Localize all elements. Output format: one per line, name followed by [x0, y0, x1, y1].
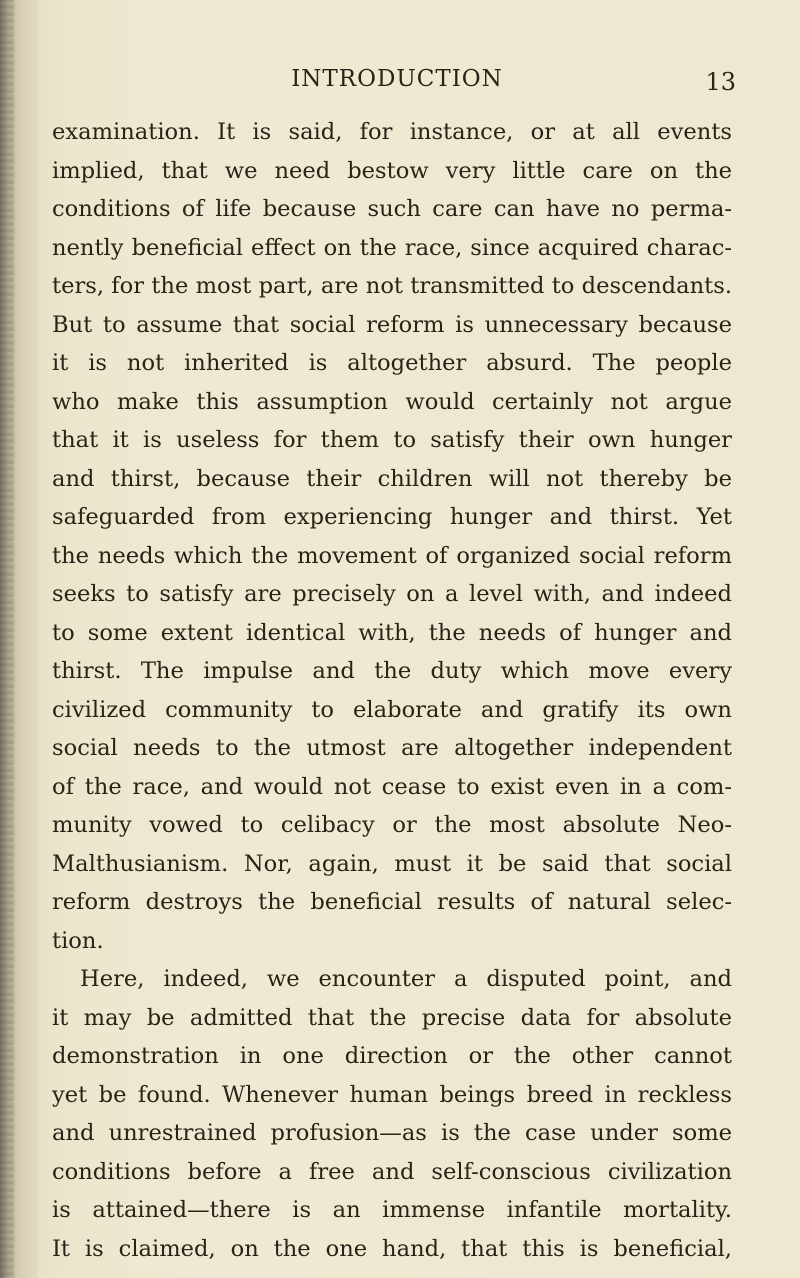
text-line: examination. It is said, for instance, or at all events: [52, 119, 732, 145]
text-line: implied, that we need bestow very little care on the: [52, 157, 732, 184]
text-line: thirst. The impulse and the duty which move every: [52, 658, 732, 684]
text-line: Malthusianism. Nor, again, must it be said that social: [52, 850, 732, 877]
page-header: [52, 60, 742, 100]
body-text: [52, 113, 732, 1268]
text-line: conditions before a free and self-conscious civilization: [52, 1158, 732, 1185]
paragraph-end-line: tion.: [52, 927, 104, 954]
text-line: the needs which the movement of organized social reform: [52, 542, 732, 569]
gutter-shadow: [0, 0, 14, 1278]
text-line: is attained—there is an immense infantile mortality.: [52, 1197, 732, 1223]
text-line: social needs to the utmost are altogether independent: [52, 735, 732, 761]
paragraph-start-line: Here, indeed, we encounter a disputed point, and: [80, 966, 732, 992]
text-line: yet be found. Whenever human beings breed in reckless: [52, 1081, 732, 1108]
text-line: and thirst, because their children will not thereby be: [52, 465, 732, 492]
text-line: demonstration in one direction or the other cannot: [52, 1043, 732, 1069]
text-line: civilized community to elaborate and gratify its own: [52, 696, 732, 723]
text-line: conditions of life because such care can have no perma-: [52, 196, 732, 222]
text-line: safeguarded from experiencing hunger and thirst. Yet: [52, 504, 732, 530]
text-line: It is claimed, on the one hand, that this is beneficial,: [52, 1235, 732, 1262]
text-line: of the race, and would not cease to exist even in a com-: [52, 773, 732, 800]
text-line: to some extent identical with, the needs of hunger and: [52, 619, 732, 646]
text-line: seeks to satisfy are precisely on a level with, and indeed: [52, 581, 732, 607]
text-line: ters, for the most part, are not transmitted to descendants.: [52, 273, 732, 299]
text-line: that it is useless for them to satisfy their own hunger: [52, 427, 732, 453]
text-line: it is not inherited is altogether absurd. The people: [52, 350, 732, 376]
text-line: But to assume that social reform is unnecessary because: [52, 311, 732, 338]
running-head: INTRODUCTION: [291, 66, 503, 92]
text-line: munity vowed to celibacy or the most absolute Neo-: [52, 812, 732, 838]
page-number: 13: [705, 68, 736, 96]
text-line: reform destroys the beneficial results of natural selec-: [52, 889, 732, 915]
text-line: and unrestrained profusion—as is the case under some: [52, 1120, 732, 1146]
text-line: it may be admitted that the precise data for absolute: [52, 1004, 732, 1031]
text-line: nently beneficial effect on the race, since acquired charac-: [52, 234, 732, 261]
text-line: who make this assumption would certainly not argue: [52, 388, 732, 415]
